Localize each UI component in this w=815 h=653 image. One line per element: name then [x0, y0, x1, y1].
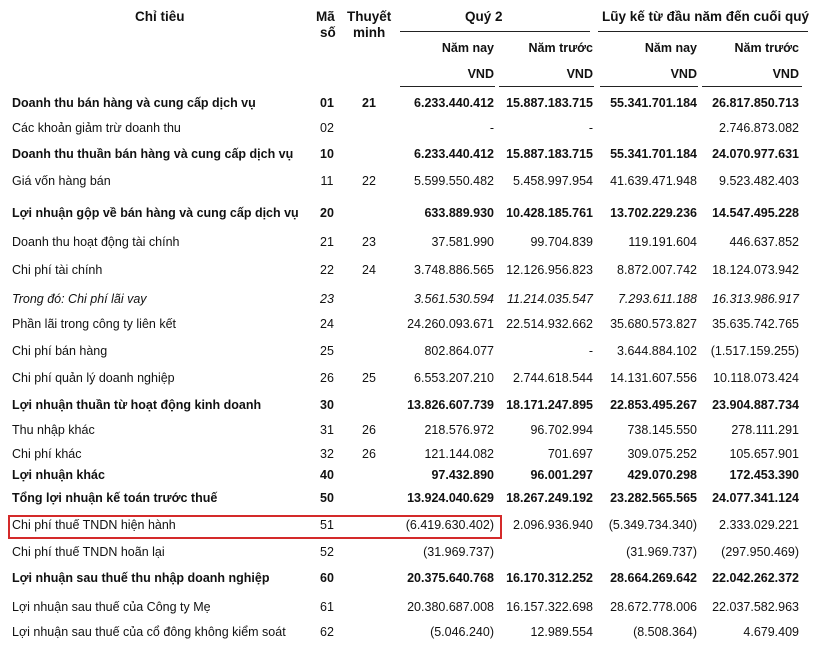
row-code: 24 — [320, 317, 334, 331]
row-ytd-this-year: 738.145.550 — [627, 423, 697, 437]
header-thuyet-minh-1: Thuyết — [347, 9, 392, 24]
row-code: 40 — [320, 468, 334, 482]
row-label: Doanh thu bán hàng và cung cấp dịch vụ — [12, 96, 256, 110]
currency-underline-3 — [600, 86, 698, 87]
row-q2-this-year: (6.419.630.402) — [405, 518, 494, 532]
row-q2-prev-year: 5.458.997.954 — [513, 174, 593, 188]
row-q2-prev-year: 2.096.936.940 — [513, 518, 593, 532]
row-ytd-this-year: 3.644.884.102 — [617, 344, 697, 358]
row-q2-prev-year: 2.744.618.544 — [513, 371, 593, 385]
row-q2-this-year: 37.581.990 — [431, 235, 494, 249]
row-q2-prev-year: 15.887.183.715 — [506, 147, 593, 161]
row-ytd-prev-year: 22.042.262.372 — [712, 571, 799, 585]
row-q2-this-year: 218.576.972 — [424, 423, 494, 437]
row-label: Chi phí thuế TNDN hiện hành — [12, 518, 176, 532]
row-code: 23 — [320, 292, 334, 306]
row-ytd-this-year: 8.872.007.742 — [617, 263, 697, 277]
row-label: Lợi nhuận khác — [12, 468, 105, 482]
row-q2-prev-year: - — [588, 344, 593, 358]
row-ytd-prev-year: 105.657.901 — [729, 447, 799, 461]
currency-underline-1 — [400, 86, 495, 87]
header-ma-so-1: Mã — [316, 9, 335, 24]
row-q2-this-year: 633.889.930 — [424, 206, 494, 220]
row-ytd-this-year: 22.853.495.267 — [610, 398, 697, 412]
row-code: 22 — [320, 263, 334, 277]
header-divider-ytd — [598, 31, 808, 32]
table-row — [0, 368, 815, 388]
row-note: 26 — [362, 423, 376, 437]
row-label: Chi phí tài chính — [12, 263, 103, 277]
row-ytd-this-year: 55.341.701.184 — [610, 96, 697, 110]
row-ytd-prev-year: 2.746.873.082 — [719, 121, 799, 135]
highlight-box — [8, 515, 502, 539]
row-label: Trong đó: Chi phí lãi vay — [12, 292, 147, 306]
row-q2-this-year: 24.260.093.671 — [407, 317, 494, 331]
header-ytd-nam-nay: Năm nay — [644, 41, 697, 55]
header-q2-this-currency: VND — [467, 67, 494, 81]
row-ytd-this-year: 55.341.701.184 — [610, 147, 697, 161]
row-ytd-prev-year: 10.118.073.424 — [713, 371, 799, 385]
row-ytd-prev-year: 24.070.977.631 — [712, 147, 799, 161]
row-label: Chi phí khác — [12, 447, 82, 461]
row-note: 21 — [362, 96, 376, 110]
row-q2-this-year: 6.233.440.412 — [414, 147, 494, 161]
row-label: Chi phí quản lý doanh nghiệp — [12, 371, 175, 385]
row-code: 50 — [320, 491, 334, 505]
table-row — [0, 118, 815, 138]
row-code: 51 — [320, 518, 334, 532]
header-ytd-prev-currency: VND — [772, 67, 799, 81]
header-q2-nam-nay: Năm nay — [441, 41, 494, 55]
row-ytd-prev-year: 278.111.291 — [731, 423, 799, 437]
row-ytd-this-year: 119.191.604 — [628, 235, 697, 249]
row-q2-prev-year: 15.887.183.715 — [506, 96, 593, 110]
row-code: 30 — [320, 398, 334, 412]
row-label: Lợi nhuận sau thuế thu nhập doanh nghiệp — [12, 571, 270, 585]
row-code: 26 — [320, 371, 334, 385]
row-ytd-this-year: (5.349.734.340) — [608, 518, 697, 532]
row-q2-prev-year: 16.170.312.252 — [506, 571, 593, 585]
header-quy2: Quý 2 — [465, 9, 503, 24]
row-code: 21 — [320, 235, 334, 249]
row-q2-this-year: 6.553.207.210 — [414, 371, 494, 385]
header-chi-tieu: Chỉ tiêu — [135, 9, 185, 24]
currency-underline-4 — [702, 86, 802, 87]
table-row — [0, 597, 815, 617]
table-row — [0, 203, 815, 223]
row-q2-this-year: - — [489, 121, 494, 135]
row-label: Thu nhập khác — [12, 423, 95, 437]
row-ytd-this-year: 309.075.252 — [627, 447, 697, 461]
header-divider-q2 — [400, 31, 590, 32]
row-label: Doanh thu thuần bán hàng và cung cấp dịch vụ — [12, 147, 294, 161]
row-note: 23 — [362, 235, 376, 249]
row-label: Doanh thu hoạt động tài chính — [12, 235, 180, 249]
row-ytd-prev-year: 22.037.582.963 — [712, 600, 799, 614]
row-q2-prev-year: - — [588, 121, 593, 135]
row-note: 25 — [362, 371, 376, 385]
table-row — [0, 465, 815, 485]
row-q2-prev-year: 10.428.185.761 — [506, 206, 593, 220]
row-ytd-prev-year: 16.313.986.917 — [712, 292, 799, 306]
header-ytd-nam-truoc: Năm trước — [734, 41, 799, 55]
row-ytd-this-year: 28.664.269.642 — [610, 571, 697, 585]
row-code: 20 — [320, 206, 334, 220]
table-row — [0, 444, 815, 464]
row-note: 22 — [362, 174, 376, 188]
currency-underline-2 — [499, 86, 594, 87]
row-ytd-prev-year: (297.950.469) — [721, 545, 799, 559]
table-row — [0, 542, 815, 562]
row-q2-this-year: 13.826.607.739 — [407, 398, 494, 412]
row-label: Lợi nhuận thuần từ hoạt động kinh doanh — [12, 398, 262, 412]
row-ytd-this-year: 7.293.611.188 — [617, 292, 697, 306]
row-code: 32 — [320, 447, 334, 461]
row-ytd-prev-year: 446.637.852 — [729, 235, 799, 249]
row-ytd-prev-year: 24.077.341.124 — [712, 491, 799, 505]
table-row — [0, 314, 815, 334]
row-q2-prev-year: 18.267.249.192 — [506, 491, 593, 505]
table-row — [0, 622, 815, 642]
table-row — [0, 93, 815, 113]
row-ytd-prev-year: 14.547.495.228 — [712, 206, 799, 220]
header-ma-so-2: số — [320, 25, 336, 40]
row-q2-this-year: 20.380.687.008 — [407, 600, 494, 614]
row-ytd-this-year: 14.131.607.556 — [610, 371, 697, 385]
row-note: 24 — [362, 263, 376, 277]
row-code: 02 — [320, 121, 334, 135]
row-code: 01 — [320, 96, 334, 110]
row-ytd-this-year: (31.969.737) — [626, 545, 697, 559]
row-q2-prev-year: 12.989.554 — [530, 625, 593, 639]
row-code: 10 — [320, 147, 334, 161]
table-row — [0, 568, 815, 588]
row-q2-this-year: 97.432.890 — [431, 468, 494, 482]
row-code: 61 — [320, 600, 334, 614]
row-ytd-prev-year: 35.635.742.765 — [712, 317, 799, 331]
row-code: 31 — [320, 423, 334, 437]
row-label: Các khoản giảm trừ doanh thu — [12, 121, 181, 135]
row-ytd-prev-year: 172.453.390 — [729, 468, 799, 482]
header-q2-nam-truoc: Năm trước — [528, 41, 593, 55]
row-ytd-this-year: (8.508.364) — [633, 625, 697, 639]
row-ytd-prev-year: (1.517.159.255) — [710, 344, 799, 358]
row-ytd-prev-year: 23.904.887.734 — [712, 398, 799, 412]
row-ytd-this-year: 41.639.471.948 — [610, 174, 697, 188]
row-q2-this-year: 802.864.077 — [424, 344, 494, 358]
table-row — [0, 289, 815, 309]
row-ytd-prev-year: 18.124.073.942 — [712, 263, 799, 277]
row-code: 25 — [320, 344, 334, 358]
row-q2-this-year: (31.969.737) — [423, 545, 494, 559]
header-ytd-this-currency: VND — [670, 67, 697, 81]
row-code: 62 — [320, 625, 334, 639]
row-ytd-prev-year: 9.523.482.403 — [719, 174, 799, 188]
row-q2-prev-year: 11.214.035.547 — [507, 292, 593, 306]
row-q2-prev-year: 12.126.956.823 — [506, 263, 593, 277]
header-luy-ke: Lũy kế từ đầu năm đến cuối quý — [602, 9, 810, 24]
table-row — [0, 420, 815, 440]
row-q2-this-year: 6.233.440.412 — [414, 96, 494, 110]
table-row — [0, 232, 815, 252]
row-label: Lợi nhuận sau thuế của Công ty Mẹ — [12, 600, 211, 614]
row-ytd-prev-year: 26.817.850.713 — [712, 96, 799, 110]
row-ytd-this-year: 23.282.565.565 — [610, 491, 697, 505]
table-row — [0, 171, 815, 191]
row-label: Lợi nhuận sau thuế của cổ đông không kiểm soát — [12, 625, 286, 639]
row-ytd-this-year: 28.672.778.006 — [610, 600, 697, 614]
row-q2-this-year: 13.924.040.629 — [407, 491, 494, 505]
row-ytd-this-year: 35.680.573.827 — [610, 317, 697, 331]
row-q2-prev-year: 701.697 — [547, 447, 593, 461]
row-code: 11 — [320, 174, 334, 188]
row-label: Giá vốn hàng bán — [12, 174, 111, 188]
row-q2-prev-year: 22.514.932.662 — [506, 317, 593, 331]
header-thuyet-minh-2: minh — [353, 25, 386, 40]
row-label: Phần lãi trong công ty liên kết — [12, 317, 176, 331]
row-label: Chi phí thuế TNDN hoãn lại — [12, 545, 165, 559]
row-q2-this-year: 20.375.640.768 — [407, 571, 494, 585]
row-q2-prev-year: 16.157.322.698 — [506, 600, 593, 614]
table-row — [0, 488, 815, 508]
row-q2-prev-year: 96.702.994 — [530, 423, 593, 437]
row-ytd-prev-year: 2.333.029.221 — [719, 518, 799, 532]
row-q2-this-year: 121.144.082 — [424, 447, 494, 461]
row-ytd-prev-year: 4.679.409 — [743, 625, 799, 639]
row-label: Lợi nhuận gộp về bán hàng và cung cấp dịch vụ — [12, 206, 299, 220]
row-q2-this-year: 5.599.550.482 — [414, 174, 494, 188]
table-row — [0, 260, 815, 280]
row-q2-this-year: (5.046.240) — [430, 625, 494, 639]
table-row — [0, 341, 815, 361]
row-q2-this-year: 3.561.530.594 — [414, 292, 494, 306]
row-ytd-this-year: 429.070.298 — [627, 468, 697, 482]
row-q2-prev-year: 99.704.839 — [530, 235, 593, 249]
header-q2-prev-currency: VND — [566, 67, 593, 81]
row-note: 26 — [362, 447, 376, 461]
row-label: Chi phí bán hàng — [12, 344, 108, 358]
row-code: 60 — [320, 571, 334, 585]
row-code: 52 — [320, 545, 334, 559]
row-q2-prev-year: 18.171.247.895 — [506, 398, 593, 412]
row-label: Tổng lợi nhuận kế toán trước thuế — [12, 491, 218, 505]
table-row — [0, 144, 815, 164]
table-row — [0, 395, 815, 415]
row-q2-prev-year: 96.001.297 — [530, 468, 593, 482]
row-ytd-this-year: 13.702.229.236 — [610, 206, 697, 220]
row-q2-this-year: 3.748.886.565 — [414, 263, 494, 277]
